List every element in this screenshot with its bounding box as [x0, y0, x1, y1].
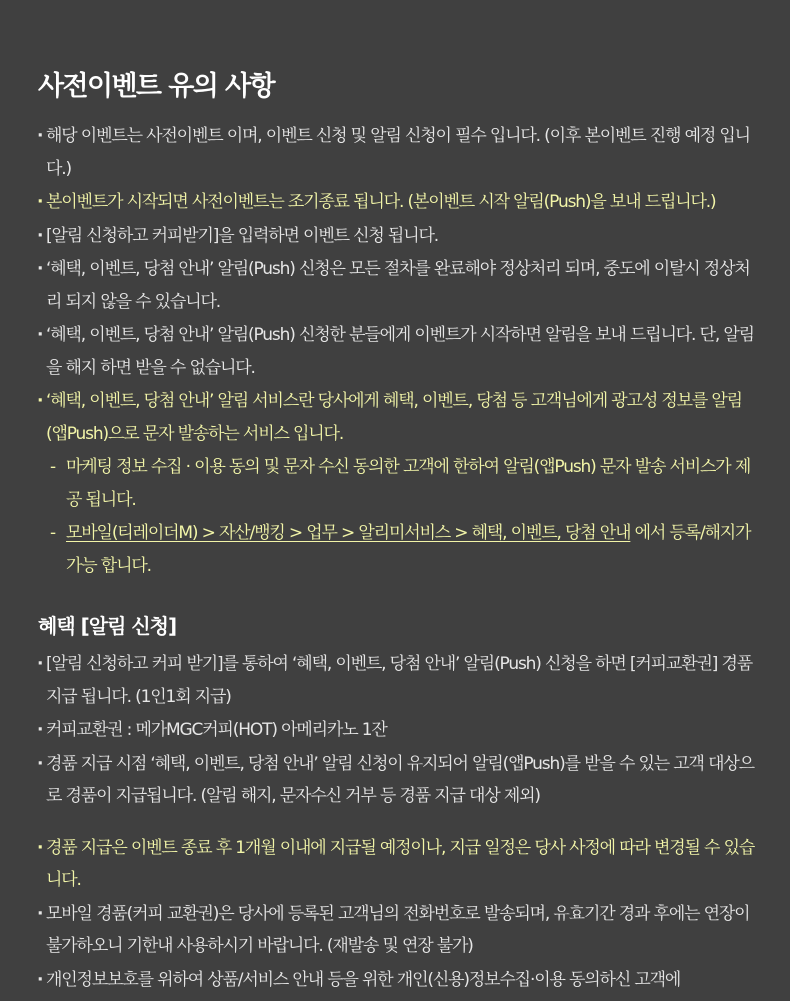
notice-item-highlight: · 본이벤트가 시작되면 사전이벤트는 조기종료 됩니다. (본이벤트 시작 알림(Push)을 보내 드립니다.): [38, 186, 760, 219]
notice-title: 사전이벤트 유의 사항: [38, 71, 274, 102]
notice-list: [38, 120, 760, 583]
benefit-list: [38, 648, 760, 997]
benefit-item: · 커피교환권 : 메가MGC커피(HOT) 아메리카노 1잔: [38, 714, 760, 747]
notice-item: · [알림 신청하고 커피받기]을 입력하면 이벤트 신청 됩니다.: [38, 220, 760, 253]
notice-item-highlight: · ‘혜택, 이벤트, 당첨 안내’ 알림 서비스란 당사에게 혜택, 이벤트, 당첨 등 고객님에게 광고성 정보를 알림(앱Push)으로 문자 발송하는 서비스 입니다.: [38, 385, 760, 450]
notice-item: · ‘혜택, 이벤트, 당첨 안내’ 알림(Push) 신청은 모든 절차를 완료해야 정상처리 되며, 중도에 이탈시 정상처리 되지 않을 수 있습니다.: [38, 253, 760, 318]
notice-item: · ‘혜택, 이벤트, 당첨 안내’ 알림(Push) 신청한 분들에게 이벤트가 시작하면 알림을 보내 드립니다. 단, 알림을 해지 하면 받을 수 없습니다.: [38, 319, 760, 384]
notice-sub-item: [38, 451, 760, 516]
menu-path-link[interactable]: 모바일(티레이더M) > 자산/뱅킹 > 업무 > 알리미서비스 > 혜택, 이벤트, 당첨 안내: [66, 523, 631, 543]
benefit-item: · 모바일 경품(커피 교환권)은 당사에 등록된 고객님의 전화번호로 발송되며, 유효기간 경과 후에는 연장이 불가하오니 기한내 사용하시기 바랍니다. (재발송 및 연장 불가): [38, 898, 760, 963]
benefit-item-highlight: · 경품 지급은 이벤트 종료 후 1개월 이내에 지급될 예정이나, 지급 일정은 당사 사정에 따라 변경될 수 있습니다.: [38, 832, 760, 897]
sub-item-dash: -: [50, 457, 55, 477]
spacer: [38, 814, 760, 832]
sub-item-text: 마케팅 정보 수집 · 이용 동의 및 문자 수신 동의한 고객에 한하여 알림(앱Push) 문자 발송 서비스가 제공 됩니다.: [66, 457, 751, 510]
benefit-item: · [알림 신청하고 커피 받기]를 통하여 ‘혜택, 이벤트, 당첨 안내’ 알림(Push) 신청을 하면 [커피교환권] 경품 지급 됩니다. (1인1회 지급): [38, 648, 760, 713]
notice-sub-item: [38, 517, 760, 582]
benefit-item: · 경품 지급 시점 ‘혜택, 이벤트, 당첨 안내’ 알림 신청이 유지되어 알림(앱Push)를 받을 수 있는 고객 대상으로 경품이 지급됩니다. (알림 해지, 문자수신 거부 등 경품 지급 대상 제외): [38, 748, 760, 813]
sub-item-text: 에서 등록/해지가 가능 합니다.: [66, 523, 751, 576]
benefit-title: 혜택 [알림 신청]: [38, 614, 177, 638]
sub-item-dash: -: [50, 523, 55, 543]
notice-item: · 해당 이벤트는 사전이벤트 이며, 이벤트 신청 및 알림 신청이 필수 입니다. (이후 본이벤트 진행 예정 입니다.): [38, 120, 760, 185]
benefit-item: · 개인정보보호를 위하여 상품/서비스 안내 등을 위한 개인(신용)정보수집·이용 동의하신 고객에: [38, 964, 760, 997]
